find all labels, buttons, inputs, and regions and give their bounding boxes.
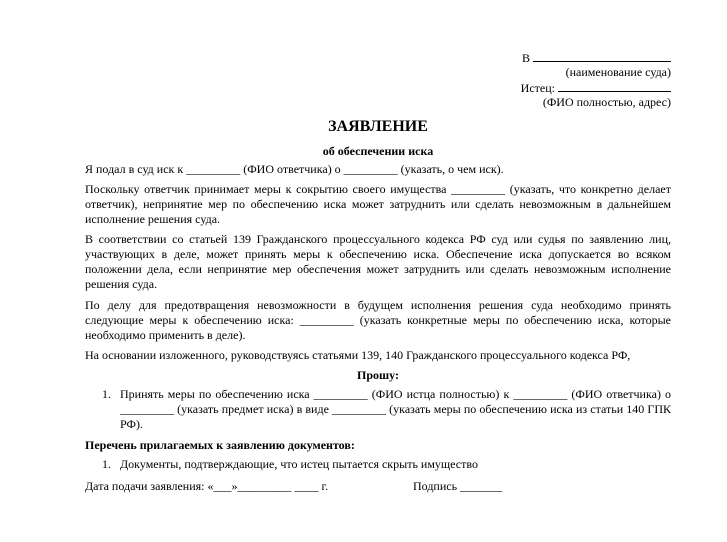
paragraph-1: Я подал в суд иск к _________ (ФИО ответчика) о _________ (указать, о чем иск).	[85, 162, 504, 176]
attachments-heading: Перечень прилагаемых к заявлению документов:	[85, 438, 355, 452]
document-subtitle: об обеспечении иска	[322, 144, 434, 158]
filing-date-line: Дата подачи заявления: «___»_________ ____ г.	[85, 479, 329, 493]
plaintiff-blank	[558, 80, 671, 92]
request-item-number: 1.	[102, 387, 111, 401]
plaintiff-line	[521, 80, 671, 96]
request-item-text: Принять меры по обеспечению иска _________ (ФИО истца полностью) к _________ (ФИО ответчика) о _________ (указать предмет иска) в виде _________ (указать меры по обеспечению иска из статьи 140 ГПК РФ).	[120, 387, 671, 431]
court-note: (наименование суда)	[565, 65, 671, 79]
plaintiff-prefix: Истец:	[520, 81, 555, 95]
document-title: ЗАЯВЛЕНИЕ	[328, 118, 428, 135]
request-heading: Прошу:	[357, 368, 399, 382]
court-name-blank	[533, 50, 671, 62]
attachment-item-number: 1.	[102, 457, 111, 471]
paragraph-2: Поскольку ответчик принимает меры к сокрытию своего имущества _________ (указать, что конкретно делает ответчик), непринятие мер по обеспечению иска может затруднить или сделать невозможным в дальнейшем исполнение решения суда.	[85, 182, 671, 226]
attachment-item-text: Документы, подтверждающие, что истец пытается скрыть имущество	[120, 457, 478, 471]
court-prefix: В	[521, 51, 530, 65]
paragraph-5: На основании изложенного, руководствуясь статьями 139, 140 Гражданского процессуального кодекса РФ,	[85, 348, 631, 362]
paragraph-3: В соответствии со статьей 139 Гражданского процессуального кодекса РФ суд или судья по заявлению лиц, участвующих в деле, может принять меры к обеспечению иска. Обеспечение иска допускается во всяком положении дела, если непринятие мер обеспечения может затруднить или сделать невозможным исполнение решения суда.	[85, 232, 671, 291]
paragraph-4: По делу для предотвращения невозможности в будущем исполнения решения суда необходимо принять следующие меры к обеспечению иска: _________ (указать конкретные меры по обеспечению иска, которые необходимо применить в деле).	[85, 298, 671, 342]
plaintiff-note: (ФИО полностью, адрес)	[542, 95, 671, 109]
court-line	[522, 50, 671, 66]
signature-line: Подпись _______	[413, 479, 503, 493]
